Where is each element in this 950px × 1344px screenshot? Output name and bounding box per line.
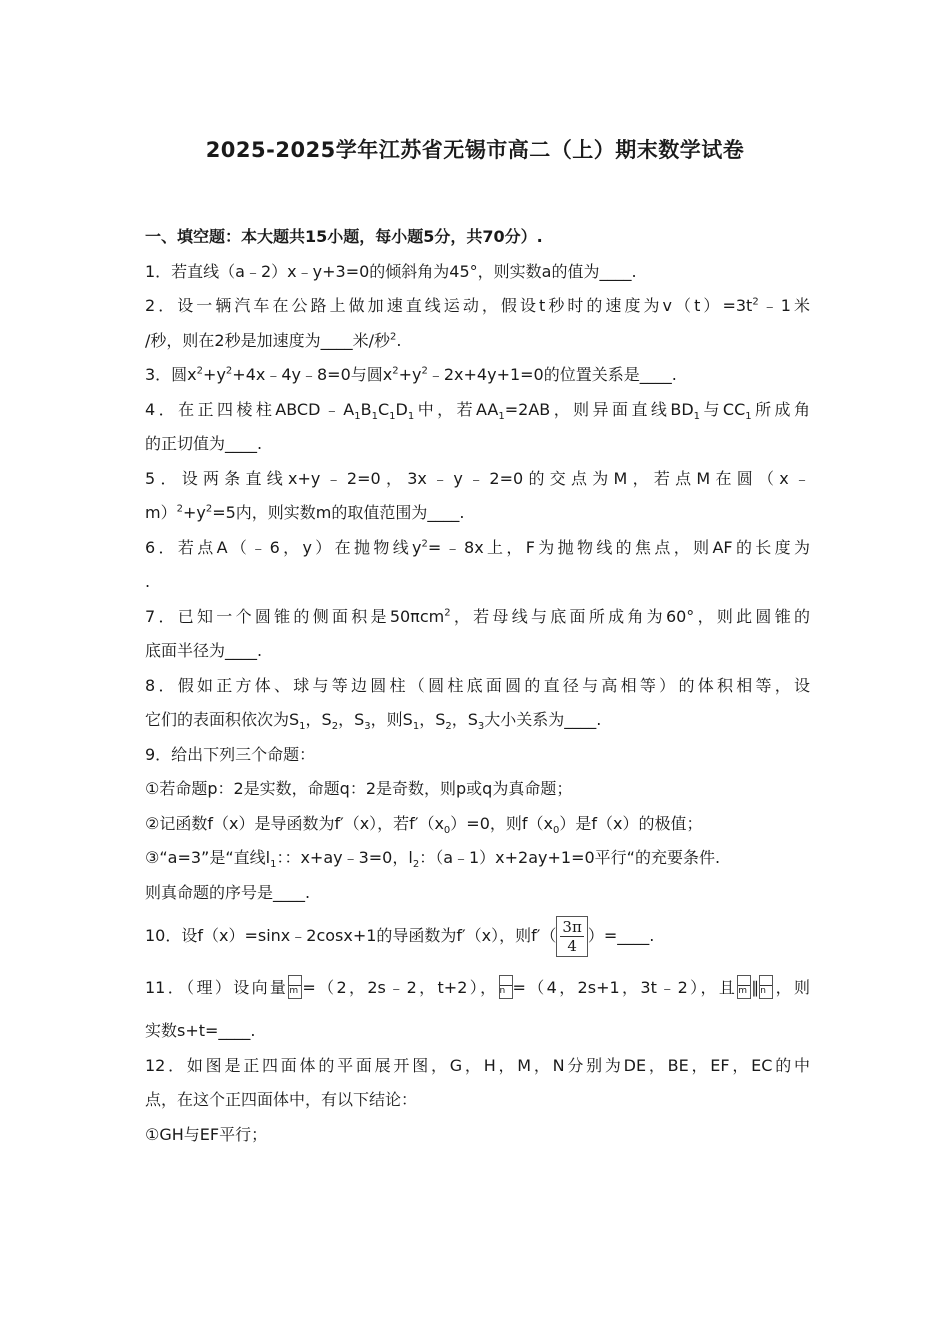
question-7-line-1: 7．已知一个圆锥的侧面积是50πcm$^2$，若母线与底面所成角为60°，则此圆锥的 <box>145 606 810 626</box>
fraction-3pi-over-4: $\frac{3\pi}{4}$ <box>556 916 587 957</box>
question-3: 3．圆$x^2+y^2+4x﹣4y﹣8=0$与圆$x^2+y^2﹣2x+4y+1=0$的位置关系是____. <box>145 365 677 384</box>
question-8-line-1: 8．假如正方体、球与等边圆柱（圆柱底面圆的直径与高相等）的体积相等，设 <box>145 675 810 695</box>
question-9-intro: 9．给出下列三个命题： <box>145 744 316 764</box>
vector-n-icon: n <box>759 975 773 999</box>
question-12-line-2: 点，在这个正四面体中，有以下结论： <box>145 1090 418 1109</box>
question-2-line-1: 2．设一辆汽车在公路上做加速直线运动，假设t秒时的速度为$v(t)=3t^2﹣1$米 <box>145 296 810 315</box>
question-7-line-2: 底面半径为____. <box>145 641 263 660</box>
vector-m-icon: m <box>288 975 302 999</box>
question-4-line-2: 的正切值为____. <box>145 434 263 453</box>
question-5-line-1: 5．设两条直线x+y﹣2=0，3x﹣y﹣2=0的交点为M，若点M在圆（x﹣ <box>145 468 810 488</box>
question-6-line-2: . <box>145 572 151 591</box>
exam-content <box>145 220 810 1152</box>
question-10: 10．设f（x）=sinx﹣2cosx+1的导函数为f′（x），则f′（ $\frac{3\pi}{4}$ ）=____. <box>145 918 655 955</box>
question-1: 1．若直线（a﹣2）x﹣y+3=0的倾斜角为45°，则实数a的值为____. <box>145 261 637 281</box>
question-9-item-3: ③“a=3”是“直线$l_1$：：x+ay﹣3=0，$l_2$：（a﹣1）x+2ay+1=0平行“的充要条件. <box>145 848 721 871</box>
question-9-item-2: ②记函数f（x）是导函数为f′（x），若$f'(x_0)=0$，则$f(x_0)$是f（x）的极值； <box>145 813 703 836</box>
question-4-line-1: 4．在正四棱柱$ABCD﹣A_1B_1C_1D_1$中，若$AA_1=2AB$，则异面直线$BD_1$与$CC_1$所成角 <box>145 399 810 422</box>
page-title: 2025-2025学年江苏省无锡市高二（上）期末数学试卷 <box>205 138 745 162</box>
question-2-line-2: /秒，则在2秒是加速度为____米/秒$^2$. <box>145 330 402 350</box>
vector-n-icon: n <box>499 975 513 999</box>
question-11-line-2: 实数s+t=____. <box>145 1021 256 1040</box>
vector-m-icon: m <box>737 975 751 999</box>
question-5-line-2: $m)^2+y^2=5$内，则实数m的取值范围为____. <box>145 503 465 522</box>
question-6-line-1: 6．若点A（﹣6，y）在抛物线$y^2=﹣8x$上，F为抛物线的焦点，则AF的长度为 <box>145 537 810 557</box>
question-11-line-1: 11．（理）设向量 m =（2，2s﹣2，t+2）， n =（4，2s+1，3t﹣2），且 m ∥ n ，则 <box>145 962 810 1014</box>
question-12-item-1: ①GH与EF平行； <box>145 1124 268 1144</box>
section-heading: 一、填空题：本大题共15小题，每小题5分，共70分）. <box>145 227 543 246</box>
question-9-answer: 则真命题的序号是____. <box>145 882 311 902</box>
question-8-line-2: 它们的表面积依次为$S_1$，$S_2$，$S_3$，则$S_1$，$S_2$，$S_3$大小关系为____. <box>145 710 602 733</box>
question-12-line-1: 12．如图是正四面体的平面展开图，G，H，M，N分别为DE，BE，EF，EC的中 <box>145 1055 810 1075</box>
question-9-item-1: ①若命题p：2是实数，命题q：2是奇数，则p或q为真命题； <box>145 779 573 798</box>
